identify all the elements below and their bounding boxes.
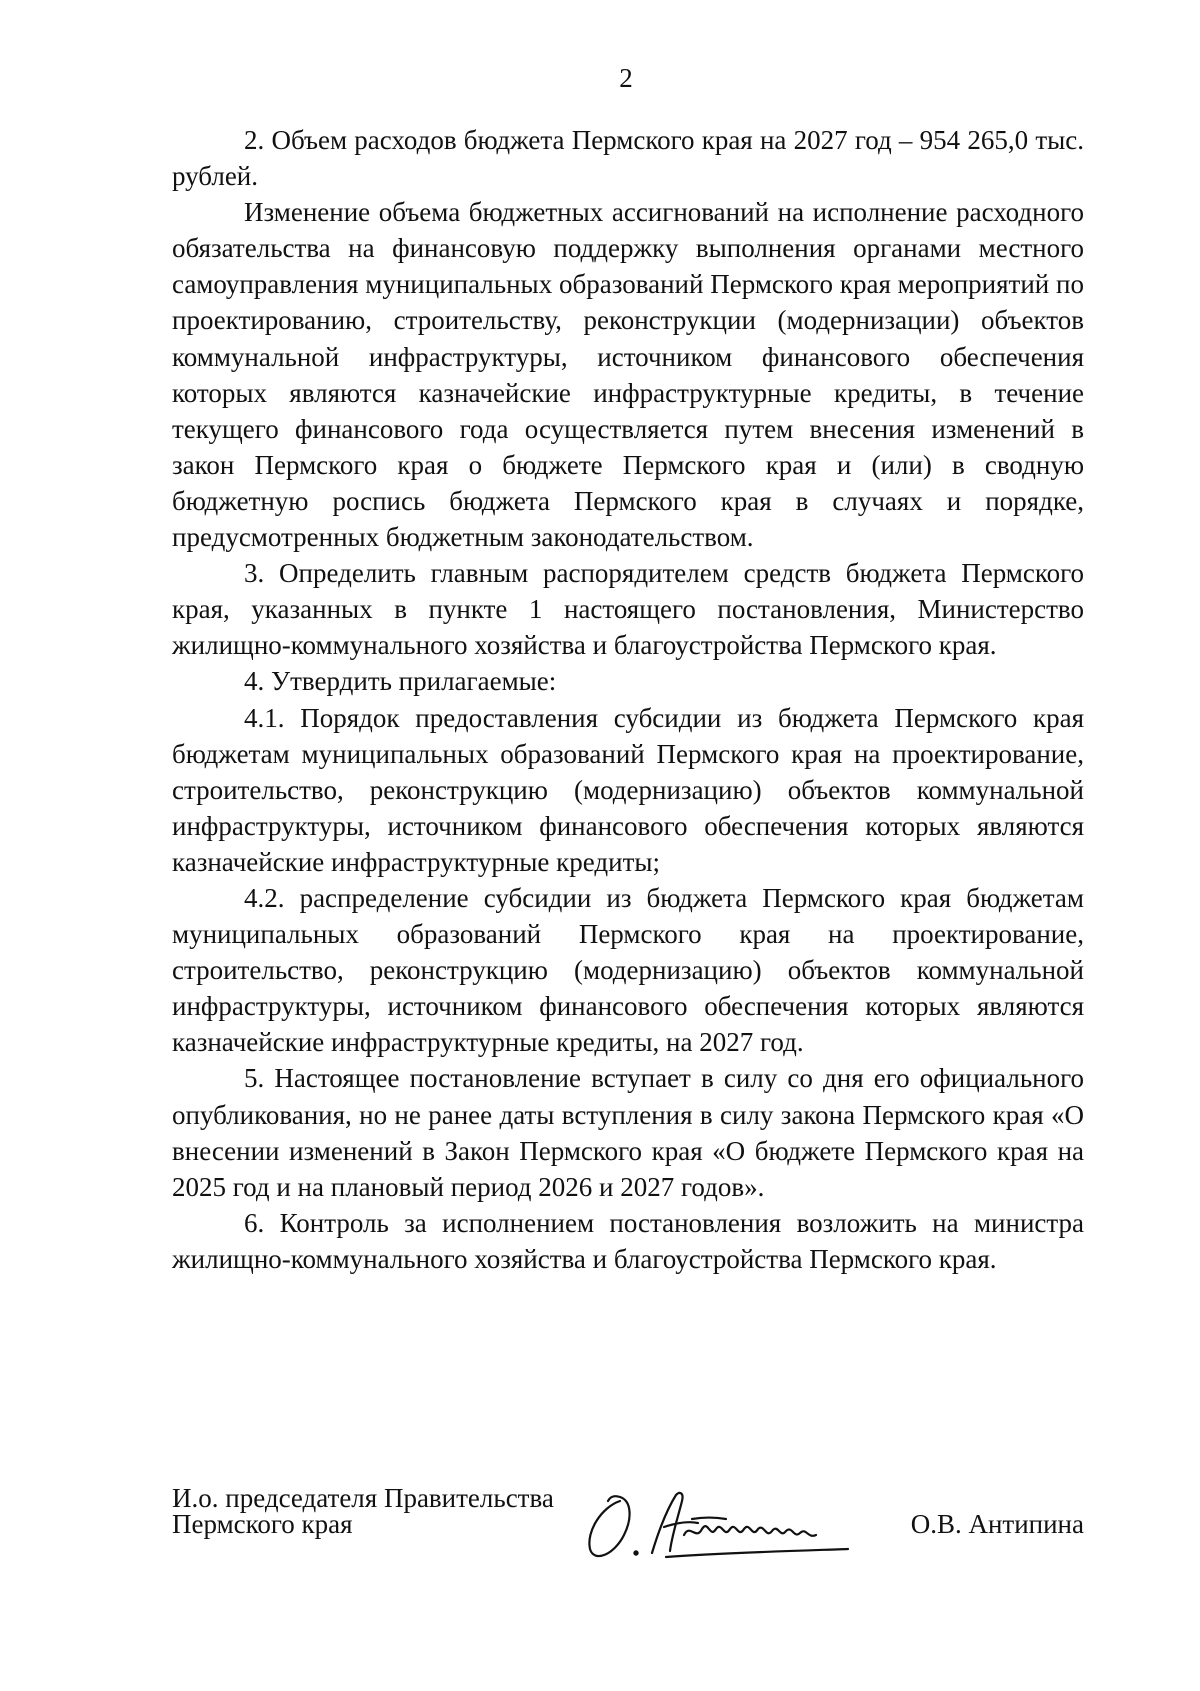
- paragraph-5-entry-into-force: 5. Настоящее постановление вступает в силу со дня его официального опубликования, но не ранее даты вступления в силу закона Пермского края «О внесении изменений в Закон Пермского края «О бюджете Пермского края на 2025 год и на плановый период 2026 и 2027 годов».: [172, 1063, 1084, 1202]
- document-body: [172, 122, 1084, 1277]
- paragraph-4-approve: 4. Утвердить прилагаемые:: [244, 666, 557, 697]
- signature-block: [172, 1485, 1084, 1575]
- page-number: 2: [619, 63, 633, 93]
- signer-title-line1: И.о. председателя Правительства: [172, 1483, 554, 1513]
- paragraph-4-2-distribution: 4.2. распределение субсидии из бюджета Пермского края бюджетам муниципальных образований Пермского края на проектирование, строительство, реконструкцию (модернизацию) объектов коммунальной инфраструктуры, источником финансового обеспечения которых являются казначейские инфраструктурные кредиты, на 2027 год.: [172, 882, 1084, 1058]
- handwritten-signature: [580, 1483, 880, 1563]
- paragraph-2-expenditure-2027: 2. Объем расходов бюджета Пермского края на 2027 год – 954 265,0 тыс. рублей.: [172, 125, 1084, 192]
- paragraph-3-chief-administrator: 3. Определить главным распорядителем средств бюджета Пермского края, указанных в пункте 1 настоящего постановления, Министерство жилищно-коммунального хозяйства и благоустройства Пермского края.: [172, 558, 1084, 661]
- signer-title-line2: Пермского края: [172, 1509, 353, 1539]
- paragraph-allocation-change: Изменение объема бюджетных ассигнований на исполнение расходного обязательства на финансовую поддержку выполнения органами местного самоуправления муниципальных образований Пермского края мероприятий по проектированию, строительству, реконструкции (модернизации) объектов коммунальной инфраструктуры, источником финансового обеспечения которых являются казначейские инфраструктурные кредиты, в течение текущего финансового года осуществляется путем внесения изменений в закон Пермского края о бюджете Пермского края и (или) в сводную бюджетную роспись бюджета Пермского края в случаях и порядке, предусмотренных бюджетным законодательством.: [172, 197, 1084, 553]
- signer-title: [172, 1485, 554, 1537]
- paragraph-6-control: 6. Контроль за исполнением постановления возложить на министра жилищно-коммунального хозяйства и благоустройства Пермского края.: [172, 1207, 1084, 1274]
- signer-name: О.В. Антипина: [910, 1509, 1084, 1539]
- paragraph-4-1-procedure: 4.1. Порядок предоставления субсидии из бюджета Пермского края бюджетам муниципальных образований Пермского края на проектирование, строительство, реконструкцию (модернизацию) объектов коммунальной инфраструктуры, источником финансового обеспечения которых являются казначейские инфраструктурные кредиты;: [172, 702, 1084, 877]
